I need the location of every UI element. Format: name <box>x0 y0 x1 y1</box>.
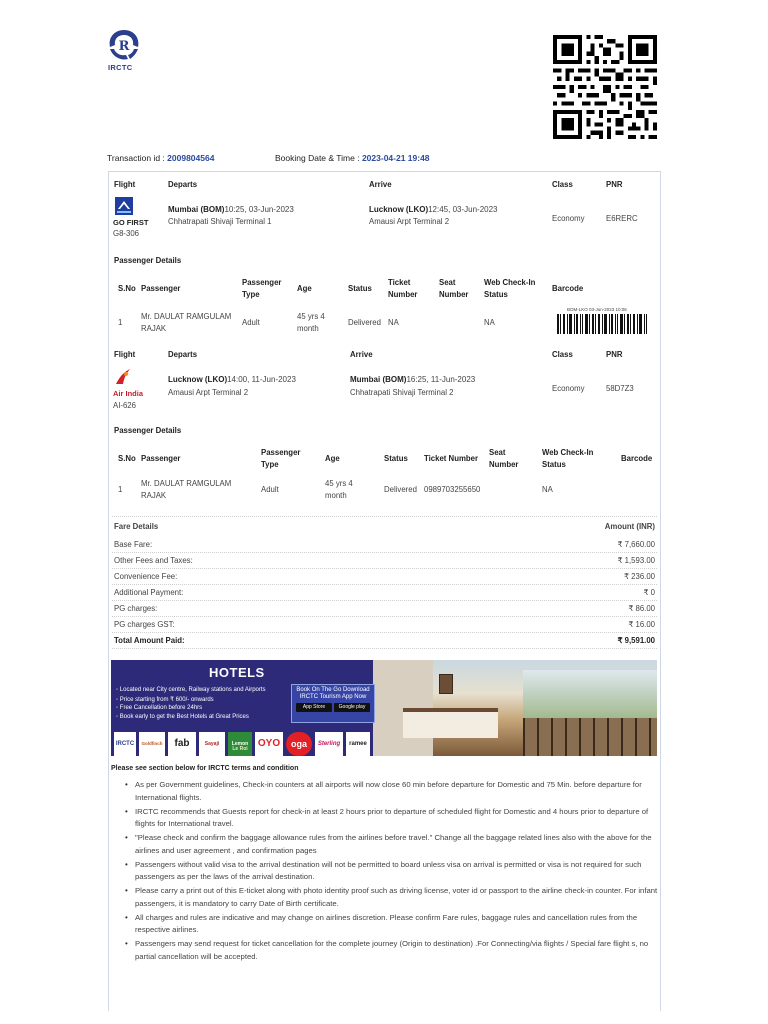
sno-header: S.No <box>118 284 136 293</box>
status-header-2: Status <box>384 454 408 463</box>
convenience-fee-label: Convenience Fee: <box>114 572 178 581</box>
depart-info-2 <box>168 375 296 384</box>
passenger-header-2: Passenger <box>141 454 181 463</box>
seat-number-header-2: Seat Number <box>489 448 519 469</box>
wall-frame <box>439 674 453 694</box>
depart-terminal-2: Amausi Arpt Terminal 2 <box>168 388 249 397</box>
passenger-type-header: Passenger Type <box>242 278 282 299</box>
arrive-info-2 <box>350 375 475 384</box>
passenger-age: 45 yrs 4 month <box>297 312 325 333</box>
hotel-bullet-text: Price starting from ₹ 600/- onwards <box>119 697 214 703</box>
passenger-status: Delivered <box>348 318 381 327</box>
booking-date <box>275 153 430 163</box>
arrive-terminal-2: Chhatrapati Shivaji Terminal 2 <box>350 388 454 397</box>
passenger-name: Mr. DAULAT RAMGULAM RAJAK <box>141 312 232 333</box>
ticket-number-2: 0989703255650 <box>424 485 481 494</box>
webcheckin-header: Web Check-In Status <box>484 278 536 299</box>
irctc-logo <box>104 28 144 62</box>
balcony-railing <box>523 718 657 756</box>
hotel-bullet: ◦ Located near City centre, Railway stations and Airports <box>116 687 266 693</box>
hotel-bullet-text: Book early to get the Best Hotels at Great Prices <box>119 714 249 720</box>
pnr-value-2: 58D7Z3 <box>606 384 634 393</box>
arrive-header: Arrive <box>369 180 392 189</box>
total-value: ₹ 9,591.00 <box>617 636 655 645</box>
passenger-details-title-2: Passenger Details <box>114 426 182 435</box>
terms-item: • IRCTC recommends that Guests report for check-in at least 2 hours prior to departure of scheduled flight for Domestic and 4 hours prior to departure of flights for International travel. <box>124 806 658 831</box>
class-value: Economy <box>552 214 585 223</box>
passenger-type-header-2: Passenger Type <box>261 448 301 469</box>
ticket-number-header-2: Ticket Number <box>424 454 479 463</box>
app-store-badge[interactable]: App Store <box>296 703 332 712</box>
hotel-photo <box>373 660 657 756</box>
class-value-2: Economy <box>552 384 585 393</box>
brand-logo-irctc: IRCTC <box>114 732 136 756</box>
brand-logo-sayaji: Sayaji <box>199 732 225 756</box>
window-view <box>523 670 657 720</box>
depart-info <box>168 205 294 214</box>
passenger-name-2: Mr. DAULAT RAMGULAM RAJAK <box>141 479 232 500</box>
brand-logo-ramee: ramee <box>346 732 370 756</box>
status-header: Status <box>348 284 372 293</box>
divider <box>112 600 657 601</box>
arrive-info <box>369 205 498 214</box>
svg-text:R: R <box>118 39 130 54</box>
divider <box>112 648 657 649</box>
brand-logo-fab: fab <box>168 732 196 756</box>
qr-code <box>553 34 657 140</box>
brand-logo-oga: oga <box>286 732 312 756</box>
bed <box>403 708 498 738</box>
terms-item: • As per Government guidelines, Check-in counters at all airports will now close 60 min before departure for Domestic and 75 Min. before departure for International flights. <box>124 779 658 804</box>
divider <box>112 568 657 569</box>
brand-logo-leroi: Le Roi <box>232 746 248 752</box>
class-header: Class <box>552 180 573 189</box>
passenger-sno: 1 <box>118 318 123 327</box>
taxes-value: ₹ 1,593.00 <box>617 556 655 565</box>
hotel-bullet-text: Free Cancellation before 24hrs <box>119 705 203 711</box>
passenger-type-2: Adult <box>261 485 279 494</box>
divider <box>112 516 657 517</box>
terms-item: • Please carry a print out of this E-ticket along with photo identity proof such as driving license, voter id or passport to the airline check-in counter. For infant passengers, it is mandatory to carry Date of Birth certificate. <box>124 885 658 910</box>
arrive-header-2: Arrive <box>350 350 373 359</box>
barcode-caption: BOM-LKO 03-Jun-2023 10:06 <box>567 307 627 312</box>
pg-gst-value: ₹ 16.00 <box>628 620 655 629</box>
terms-item: • All charges and rules are indicative and may change on airlines discretion. Please confirm Fare rules, baggage rules and cancellation rules from the respective airlines. <box>124 912 658 937</box>
passenger-header: Passenger <box>141 284 181 293</box>
passenger-type: Adult <box>242 318 260 327</box>
arrive-city: Lucknow (LKO) <box>369 205 429 214</box>
base-fare-label: Base Fare: <box>114 540 153 549</box>
barcode-image <box>557 314 647 334</box>
hotel-bullet: ◦ Price starting from ₹ 600/- onwards <box>116 697 214 703</box>
terms-item: • Passengers without valid visa to the arrival destination will not be permitted to board unless visa on arrival is permitted or visa is not required for such passengers as per the laws of the arrival destination. <box>124 859 658 884</box>
depart-city-2: Lucknow (LKO) <box>168 375 228 384</box>
hotel-bullet: ◦ Book early to get the Best Hotels at Great Prices <box>116 714 249 720</box>
passenger-status-2: Delivered <box>384 485 417 494</box>
barcode-header-2: Barcode <box>621 454 653 463</box>
flight-number: G8-306 <box>113 229 140 238</box>
base-fare-value: ₹ 7,660.00 <box>617 540 655 549</box>
pnr-value: E6RERC <box>606 214 638 223</box>
pg-charges-label: PG charges: <box>114 604 158 613</box>
arrive-city-2: Mumbai (BOM) <box>350 375 407 384</box>
hotel-bullet-text: Located near City centre, Railway stations and Airports <box>119 687 266 693</box>
brand-logo-sterling: Sterling <box>315 732 343 756</box>
departs-header: Departs <box>168 180 198 189</box>
depart-time: 10:25, 03-Jun-2023 <box>224 205 294 214</box>
depart-city: Mumbai (BOM) <box>168 205 225 214</box>
seat-number-header: Seat Number <box>439 278 469 299</box>
airline-name: GO FIRST <box>113 218 149 227</box>
transaction-label: Transaction id : <box>107 153 165 163</box>
cta-text: Book On The Go Download IRCTC Tourism App Now <box>296 687 370 700</box>
ticket-number-header: Ticket Number <box>388 278 418 299</box>
total-label: Total Amount Paid: <box>114 636 185 645</box>
amount-header: Amount (INR) <box>604 522 655 531</box>
transaction-value: 2009804564 <box>167 153 215 163</box>
pg-gst-label: PG charges GST: <box>114 620 175 629</box>
arrive-terminal: Amausi Arpt Terminal 2 <box>369 217 450 226</box>
depart-terminal: Chhatrapati Shivaji Terminal 1 <box>168 217 272 226</box>
flight-header: Flight <box>114 180 136 189</box>
terms-list <box>124 779 658 965</box>
sno-header-2: S.No <box>118 454 136 463</box>
terms-item: • Passengers may send request for ticket cancellation for the complete journey (Origin to destination) .For Connecting/via flights / Special fare flight s, no partial cancellation will be accepted. <box>124 938 658 963</box>
transaction-id <box>107 153 214 163</box>
airline-name-2: Air India <box>113 389 144 398</box>
flight-number-2: AI-626 <box>113 401 136 410</box>
additional-payment-value: ₹ 0 <box>643 588 655 597</box>
arrive-time-2: 16:25, 11-Jun-2023 <box>406 375 476 384</box>
departs-header-2: Departs <box>168 350 198 359</box>
passenger-details-title: Passenger Details <box>114 256 182 265</box>
pnr-header: PNR <box>606 180 623 189</box>
webcheckin-status: NA <box>484 318 495 327</box>
brand-logo-goldfinch: Goldfinch <box>139 732 165 756</box>
flight-header-2: Flight <box>114 350 136 359</box>
divider <box>112 632 657 633</box>
pnr-header-2: PNR <box>606 350 623 359</box>
brand-logo-oyo: OYO <box>255 732 283 756</box>
class-header-2: Class <box>552 350 573 359</box>
fare-details-title: Fare Details <box>114 522 159 531</box>
barcode-header: Barcode <box>552 284 584 293</box>
webcheckin-status-2: NA <box>542 485 553 494</box>
depart-time-2: 14:00, 11-Jun-2023 <box>227 375 296 384</box>
passenger-sno-2: 1 <box>118 485 123 494</box>
terms-item: • "Please check and confirm the baggage allowance rules from the airlines before travel." Change all the baggage related lines also with the above for the airlines and user agreement , and confirmation pages <box>124 832 658 857</box>
booking-date-value: 2023-04-21 19:48 <box>361 153 430 163</box>
download-app-cta[interactable] <box>291 684 375 723</box>
divider <box>112 584 657 585</box>
age-header-2: Age <box>325 454 340 463</box>
taxes-label: Other Fees and Taxes: <box>114 556 193 565</box>
additional-payment-label: Additional Payment: <box>114 588 184 597</box>
pg-charges-value: ₹ 86.00 <box>628 604 655 613</box>
webcheckin-header-2: Web Check-In Status <box>542 448 594 469</box>
airindia-logo-icon <box>114 368 132 386</box>
logo-text: IRCTC <box>108 63 133 72</box>
brand-logo-lemon: Lemon <box>228 732 252 756</box>
hotels-title: HOTELS <box>209 665 265 680</box>
google-play-badge[interactable]: Google play <box>334 703 370 712</box>
divider <box>112 552 657 553</box>
passenger-age-2: 45 yrs 4 month <box>325 479 353 500</box>
arrive-time: 12:45, 03-Jun-2023 <box>428 205 498 214</box>
terms-title: Please see section below for IRCTC terms and condition <box>111 765 299 772</box>
gofirst-logo-icon <box>115 197 133 215</box>
divider <box>112 616 657 617</box>
age-header: Age <box>297 284 312 293</box>
hotel-bullet: ◦ Free Cancellation before 24hrs <box>116 705 203 711</box>
ticket-number: NA <box>388 318 399 327</box>
booking-date-label: Booking Date & Time : <box>275 153 360 163</box>
convenience-fee-value: ₹ 236.00 <box>624 572 655 581</box>
hotels-banner[interactable] <box>111 660 657 756</box>
